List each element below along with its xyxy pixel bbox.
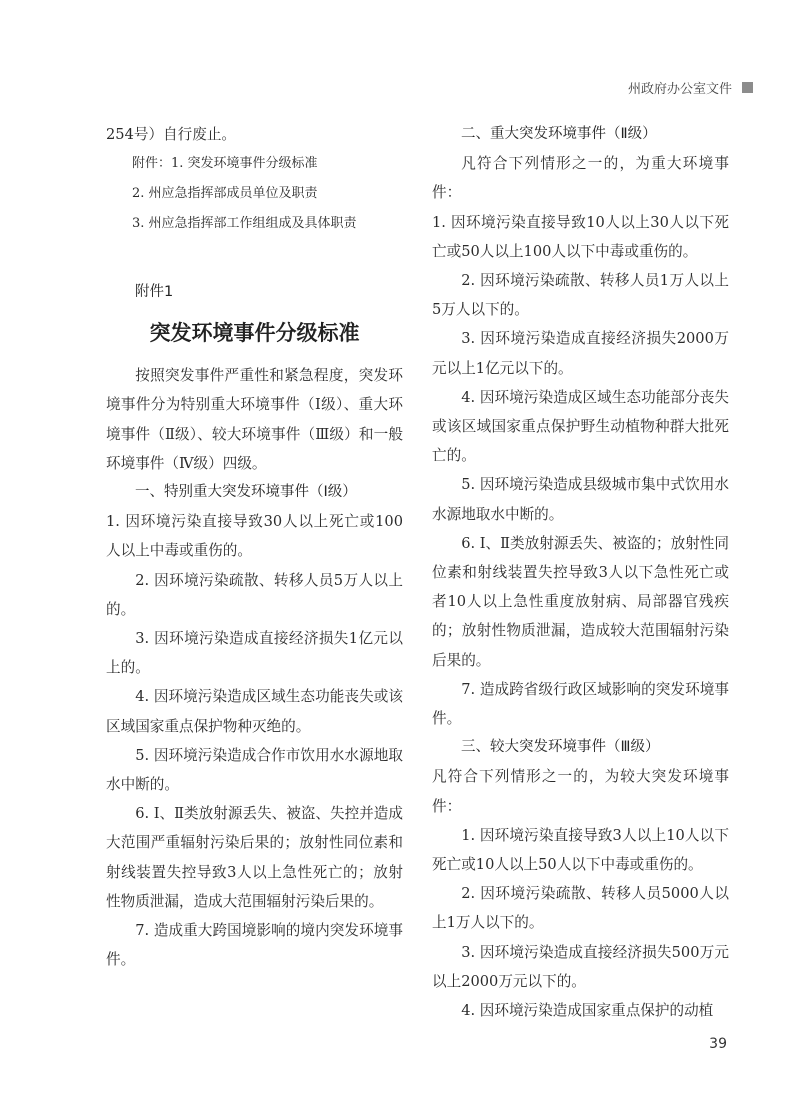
list-item: 3. 因环境污染造成直接经济损失2000万元以上1亿元以下的。 [432, 330, 729, 377]
list-item: 4. 因环境污染造成区域生态功能部分丧失或该区域国家重点保护野生动植物种群大批死亡的。 [432, 388, 729, 465]
list-item: 1. 因环境污染直接导致3人以上10人以下死亡或10人以上50人以下中毒或重伤的。 [432, 826, 729, 874]
list-item: 6. Ⅰ、Ⅱ类放射源丢失、被盗、失控并造成大范围严重辐射污染后果的；放射性同位素和射线装置失控导致3人以上急性死亡的；放射性物质泄漏，造成大范围辐射污染后果的。 [106, 805, 403, 910]
left-column [106, 120, 403, 974]
section1-heading: 一、特别重大突发环境事件（Ⅰ级） [135, 484, 357, 501]
attachment-item: 2. 州应急指挥部成员单位及职责 [132, 186, 318, 202]
list-item: 5. 因环境污染造成县级城市集中式饮用水水源地取水中断的。 [432, 476, 729, 523]
list-item: 3. 因环境污染造成直接经济损失1亿元以上的。 [106, 630, 403, 677]
list-item: 1. 因环境污染直接导致30人以上死亡或100人以上中毒或重伤的。 [106, 513, 403, 560]
attachment-item: 3. 州应急指挥部工作组组成及具体职责 [132, 216, 357, 232]
page-header [628, 78, 753, 97]
intro-paragraph: 按照突发事件严重性和紧急程度，突发环境事件分为特别重大环境事件（Ⅰ级）、重大环境事件（Ⅱ级）、较大环境事件（Ⅲ级）和一般环境事件（Ⅳ级）四级。 [106, 367, 403, 472]
list-item: 5. 因环境污染造成合作市饮用水水源地取水中断的。 [106, 746, 403, 794]
list-item: 3. 因环境污染造成直接经济损失500万元以上2000万元以下的。 [432, 943, 729, 990]
header-square-icon [742, 82, 753, 93]
list-item: 1. 因环境污染直接导致10人以上30人以下死亡或50人以上100人以下中毒或重伤的。 [432, 213, 729, 260]
list-item: 4. 因环境污染造成区域生态功能丧失或该区域国家重点保护物种灭绝的。 [106, 688, 403, 735]
section2-heading: 二、重大突发环境事件（Ⅱ级） [461, 126, 657, 142]
section3-intro: 凡符合下列情形之一的，为较大突发环境事件： [432, 768, 729, 815]
attachment-item: 附件：1. 突发环境事件分级标准 [132, 156, 318, 172]
document-title: 突发环境事件分级标准 [149, 321, 360, 346]
list-item: 2. 因环境污染疏散、转移人员5万人以上的。 [106, 571, 403, 618]
list-item: 4. 因环境污染造成国家重点保护的动植 [461, 1002, 714, 1020]
list-item: 2. 因环境污染疏散、转移人员1万人以上5万人以下的。 [432, 272, 729, 319]
section2-intro: 凡符合下列情形之一的，为重大环境事件： [432, 155, 729, 202]
page-number: 39 [709, 1036, 727, 1052]
list-item: 2. 因环境污染疏散、转移人员5000人以上1万人以下的。 [432, 885, 729, 932]
header-title: 州政府办公室文件 [627, 82, 732, 97]
list-item: 6. Ⅰ、Ⅱ类放射源丢失、被盗的；放射性同位素和射线装置失控导致3人以下急性死亡或者10人以上急性重度放射病、局部器官残疾的；放射性物质泄漏，造成较大范围辐射污染后果的。 [432, 534, 729, 669]
attachment-label: 附件1 [135, 284, 174, 301]
section3-heading: 三、较大突发环境事件（Ⅲ级） [461, 739, 660, 756]
intro-line: 254号）自行废止。 [106, 126, 237, 143]
list-item: 7. 造成跨省级行政区域影响的突发环境事件。 [432, 680, 729, 728]
right-column [432, 120, 729, 1025]
list-item: 7. 造成重大跨国境影响的境内突发环境事件。 [106, 922, 403, 969]
